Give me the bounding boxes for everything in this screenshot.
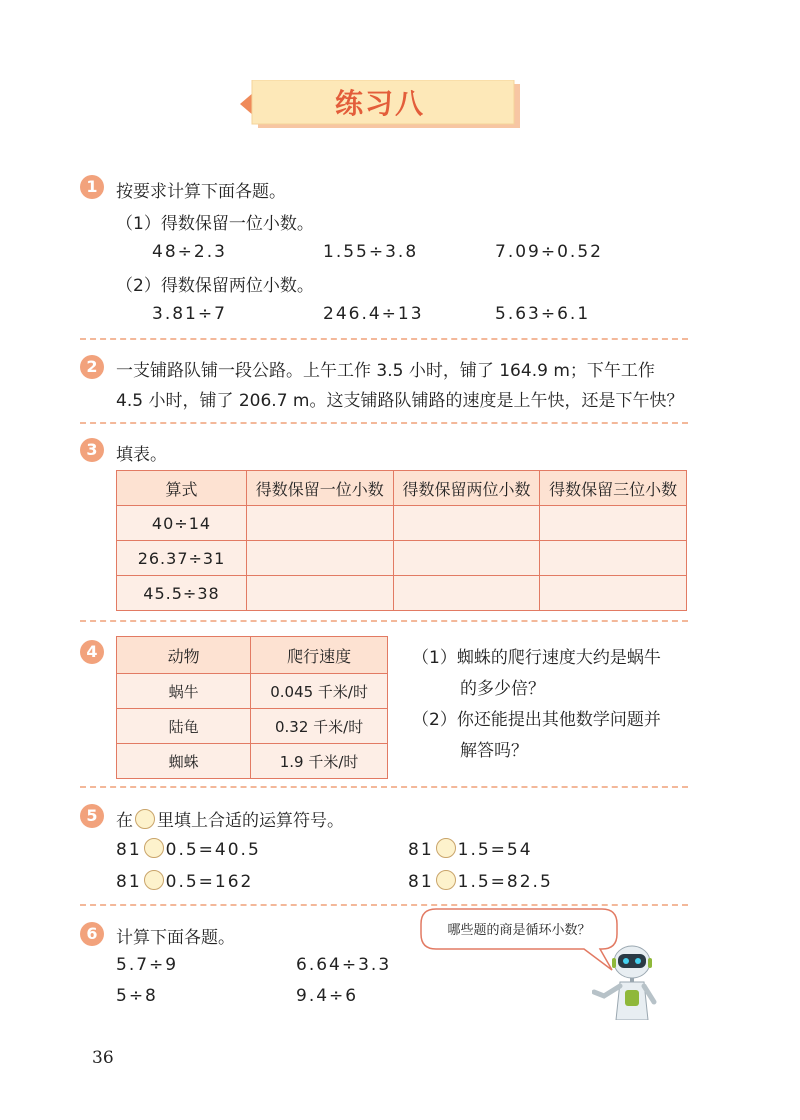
table-cell: 45.5÷38 — [117, 576, 247, 611]
table-row — [117, 709, 388, 744]
table-row — [117, 674, 388, 709]
table-header-row — [117, 637, 388, 674]
question-number-3: 3 — [80, 438, 104, 462]
q5-item — [408, 870, 553, 892]
q6-item: 5÷8 — [116, 986, 158, 1006]
table-cell: 40÷14 — [117, 506, 247, 541]
table-header: 得数保留两位小数 — [393, 471, 540, 506]
divider — [80, 904, 688, 906]
table-cell: 26.37÷31 — [117, 541, 247, 576]
answer-cell[interactable] — [246, 506, 393, 541]
table-cell: 0.045 千米/时 — [251, 674, 388, 709]
table-cell: 1.9 千米/时 — [251, 744, 388, 779]
q6-item: 9.4÷6 — [296, 986, 359, 1006]
q1-part1-item: 1.55÷3.8 — [323, 242, 419, 262]
table-cell: 蜘蛛 — [117, 744, 251, 779]
table-header: 算式 — [117, 471, 247, 506]
question-number-1: 1 — [80, 175, 104, 199]
blank-circle — [135, 809, 155, 829]
table-cell: 0.32 千米/时 — [251, 709, 388, 744]
q1-part1-item: 48÷2.3 — [152, 242, 227, 262]
question-1-text: 按要求计算下面各题。 — [116, 182, 286, 202]
page-title: 练习八 — [334, 87, 425, 120]
speech-bubble — [420, 908, 618, 950]
table-header-row — [117, 471, 687, 506]
animal-speed-table — [116, 636, 388, 779]
q5-item-right: 0.5=162 — [165, 872, 254, 892]
q5-item-left: 81 — [116, 872, 142, 892]
question-number-6: 6 — [80, 922, 104, 946]
question-number-2: 2 — [80, 355, 104, 379]
q5-item-right: 0.5=40.5 — [165, 840, 261, 860]
q6-item: 6.64÷3.3 — [296, 955, 392, 975]
divider — [80, 786, 688, 788]
table-row — [117, 576, 687, 611]
robot-icon — [592, 940, 672, 1020]
table-header: 得数保留三位小数 — [540, 471, 687, 506]
q5-item — [116, 838, 261, 860]
divider — [80, 338, 688, 340]
table-cell: 陆龟 — [117, 709, 251, 744]
table-cell: 蜗牛 — [117, 674, 251, 709]
question-1-part1-label: （1）得数保留一位小数。 — [116, 214, 314, 234]
answer-cell[interactable] — [540, 576, 687, 611]
table-row — [117, 506, 687, 541]
table-row — [117, 541, 687, 576]
q5-item-left: 81 — [116, 840, 142, 860]
q5-item-left: 81 — [408, 872, 434, 892]
answer-circle[interactable] — [436, 870, 456, 890]
question-6-text: 计算下面各题。 — [116, 928, 235, 948]
question-4-ask2-line1: （2）你还能提出其他数学问题并 — [412, 710, 661, 730]
answer-circle[interactable] — [436, 838, 456, 858]
fill-table — [116, 470, 687, 611]
table-row — [117, 744, 388, 779]
question-3-text: 填表。 — [116, 445, 167, 465]
table-header: 动物 — [117, 637, 251, 674]
answer-cell[interactable] — [393, 506, 540, 541]
q5-item-right: 1.5=82.5 — [457, 872, 553, 892]
q5-item-right: 1.5=54 — [457, 840, 533, 860]
q1-part1-item: 7.09÷0.52 — [495, 242, 603, 262]
q1-part2-item: 5.63÷6.1 — [495, 304, 591, 324]
divider — [80, 422, 688, 424]
q5-item — [408, 838, 533, 860]
answer-circle[interactable] — [144, 870, 164, 890]
table-header: 得数保留一位小数 — [246, 471, 393, 506]
divider — [80, 620, 688, 622]
question-2-line2: 4.5 小时，铺了 206.7 m。这支铺路队铺路的速度是上午快，还是下午快？ — [116, 391, 684, 411]
answer-cell[interactable] — [540, 506, 687, 541]
question-number-5: 5 — [80, 804, 104, 828]
question-number-4: 4 — [80, 640, 104, 664]
q6-item: 5.7÷9 — [116, 955, 179, 975]
answer-cell[interactable] — [540, 541, 687, 576]
question-2-line1: 一支铺路队铺一段公路。上午工作 3.5 小时，铺了 164.9 m；下午工作 — [116, 361, 655, 381]
page-number: 36 — [92, 1048, 114, 1068]
table-header: 爬行速度 — [251, 637, 388, 674]
question-1-part2-label: （2）得数保留两位小数。 — [116, 276, 314, 296]
q1-part2-item: 3.81÷7 — [152, 304, 227, 324]
answer-cell[interactable] — [393, 541, 540, 576]
answer-cell[interactable] — [246, 541, 393, 576]
q5-item-left: 81 — [408, 840, 434, 860]
q5-item — [116, 870, 253, 892]
q1-part2-item: 246.4÷13 — [323, 304, 424, 324]
answer-cell[interactable] — [246, 576, 393, 611]
answer-circle[interactable] — [144, 838, 164, 858]
title-banner — [240, 80, 520, 128]
question-4-ask1-line1: （1）蜘蛛的爬行速度大约是蜗牛 — [412, 648, 661, 668]
answer-cell[interactable] — [393, 576, 540, 611]
question-5-text-after: 里填上合适的运算符号。 — [157, 811, 344, 831]
question-5-text — [116, 806, 344, 831]
speech-bubble-text: 哪些题的商是循环小数？ — [447, 923, 591, 938]
question-4-ask1-line2: 的多少倍？ — [460, 679, 545, 699]
question-5-text-before: 在 — [116, 811, 133, 831]
question-4-ask2-line2: 解答吗？ — [460, 741, 528, 761]
